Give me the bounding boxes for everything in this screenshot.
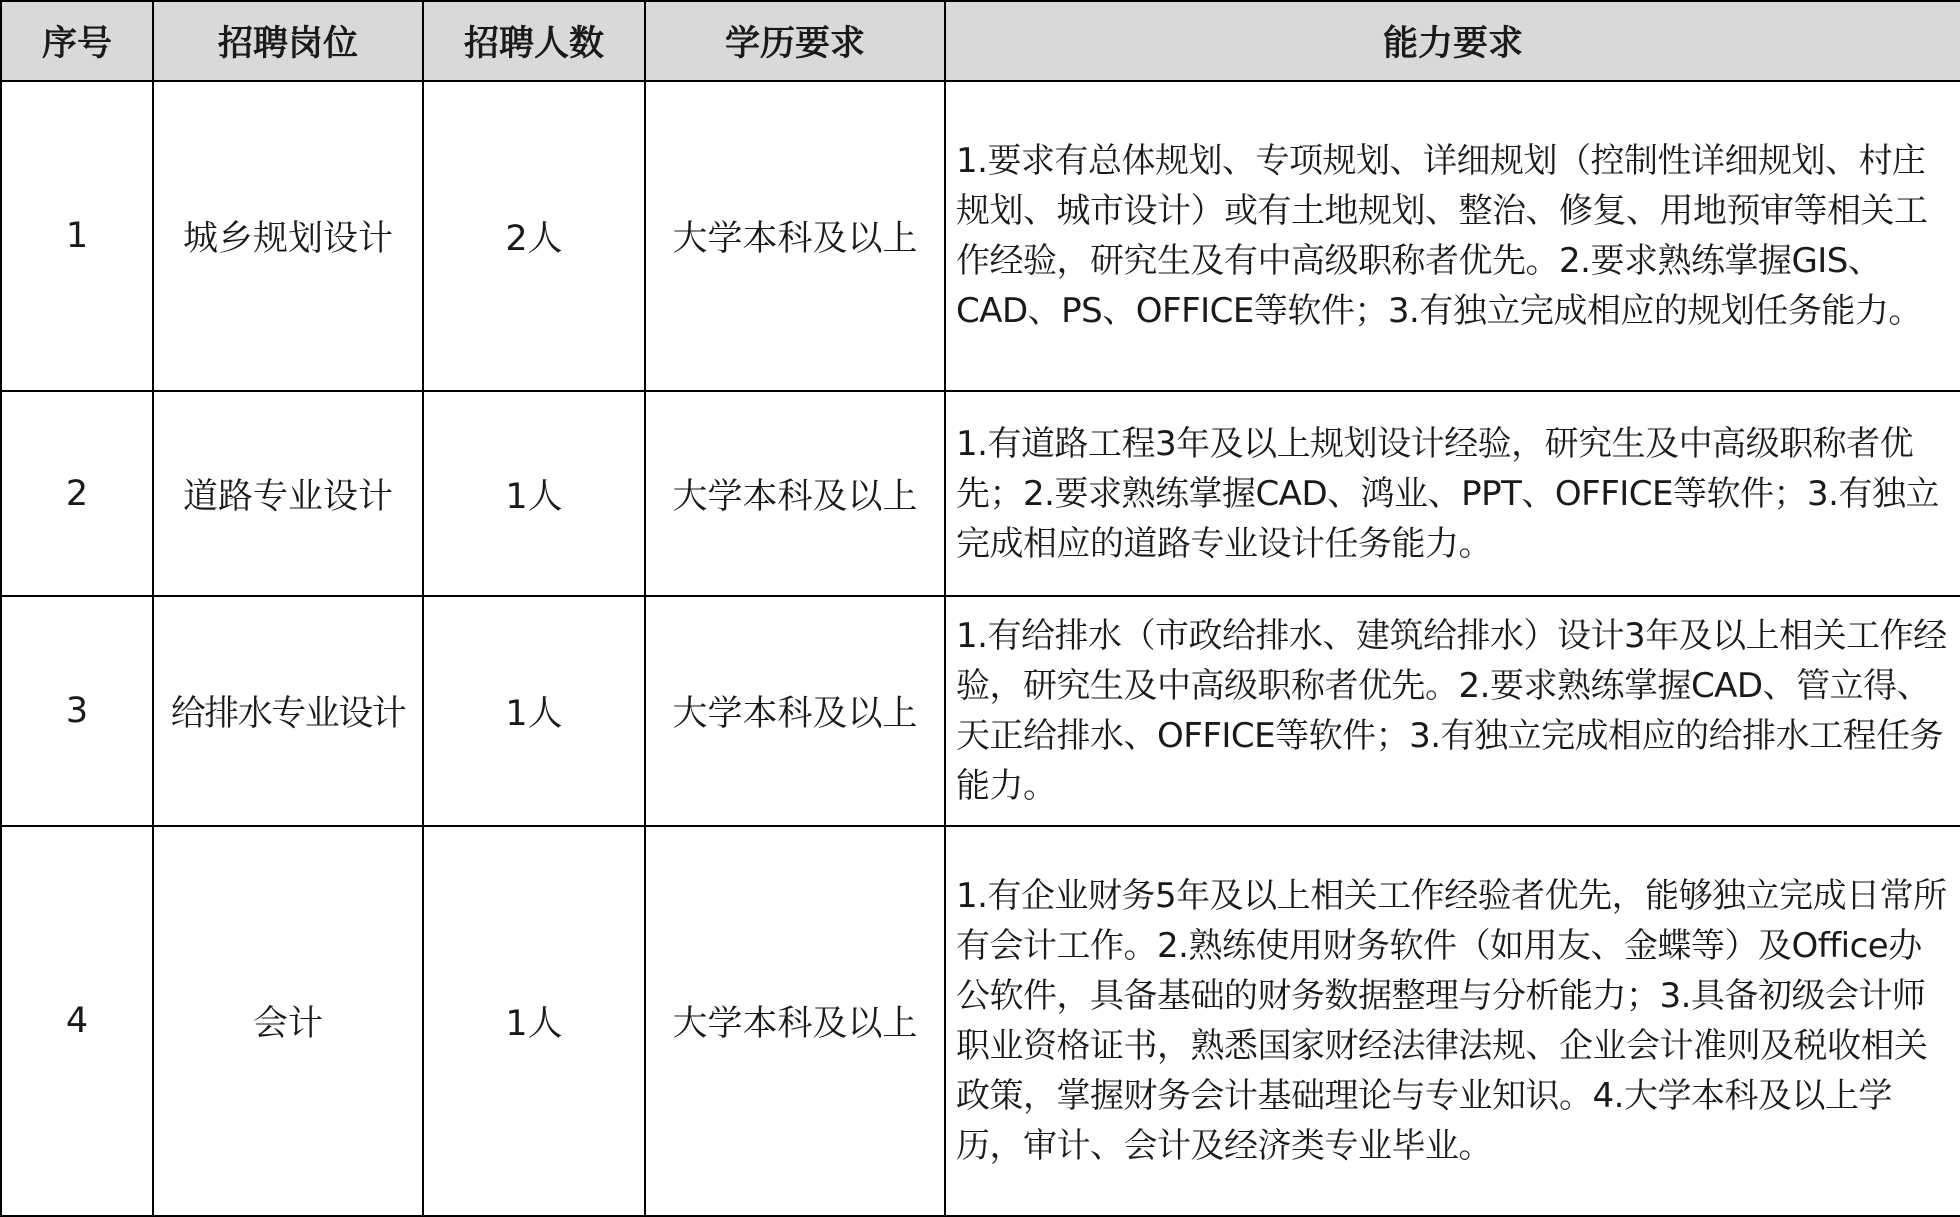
cell-education: 大学本科及以上 [645, 826, 945, 1216]
header-serial-no: 序号 [1, 1, 153, 81]
cell-ability: 1.有给排水（市政给排水、建筑给排水）设计3年及以上相关工作经验，研究生及中高级职称者优先。2.要求熟练掌握CAD、管立得、天正给排水、OFFICE等软件；3.有独立完成相应的给排水工程任务能力。 [945, 596, 1960, 826]
cell-ability: 1.要求有总体规划、专项规划、详细规划（控制性详细规划、村庄规划、城市设计）或有土地规划、整治、修复、用地预审等相关工作经验，研究生及有中高级职称者优先。2.要求熟练掌握GIS、CAD、PS、OFFICE等软件；3.有独立完成相应的规划任务能力。 [945, 81, 1960, 391]
table-header [1, 1, 1960, 81]
cell-position: 道路专业设计 [153, 391, 423, 596]
header-headcount: 招聘人数 [423, 1, 645, 81]
cell-position: 会计 [153, 826, 423, 1216]
cell-headcount: 1人 [423, 391, 645, 596]
cell-serial-no: 3 [1, 596, 153, 826]
table-row [1, 596, 1960, 826]
cell-ability: 1.有企业财务5年及以上相关工作经验者优先，能够独立完成日常所有会计工作。2.熟练使用财务软件（如用友、金蝶等）及Office办公软件，具备基础的财务数据整理与分析能力；3.具备初级会计师职业资格证书，熟悉国家财经法律法规、企业会计准则及税收相关政策，掌握财务会计基础理论与专业知识。4.大学本科及以上学历，审计、会计及经济类专业毕业。 [945, 826, 1960, 1216]
cell-education: 大学本科及以上 [645, 81, 945, 391]
table-row [1, 81, 1960, 391]
cell-position: 给排水专业设计 [153, 596, 423, 826]
cell-headcount: 2人 [423, 81, 645, 391]
cell-headcount: 1人 [423, 596, 645, 826]
cell-serial-no: 1 [1, 81, 153, 391]
cell-serial-no: 4 [1, 826, 153, 1216]
header-ability: 能力要求 [945, 1, 1960, 81]
table-body [1, 81, 1960, 1216]
cell-education: 大学本科及以上 [645, 391, 945, 596]
cell-serial-no: 2 [1, 391, 153, 596]
cell-ability: 1.有道路工程3年及以上规划设计经验，研究生及中高级职称者优先；2.要求熟练掌握CAD、鸿业、PPT、OFFICE等软件；3.有独立完成相应的道路专业设计任务能力。 [945, 391, 1960, 596]
table-row [1, 826, 1960, 1216]
header-row [1, 1, 1960, 81]
header-education: 学历要求 [645, 1, 945, 81]
cell-education: 大学本科及以上 [645, 596, 945, 826]
header-position: 招聘岗位 [153, 1, 423, 81]
cell-position: 城乡规划设计 [153, 81, 423, 391]
table-row [1, 391, 1960, 596]
cell-headcount: 1人 [423, 826, 645, 1216]
